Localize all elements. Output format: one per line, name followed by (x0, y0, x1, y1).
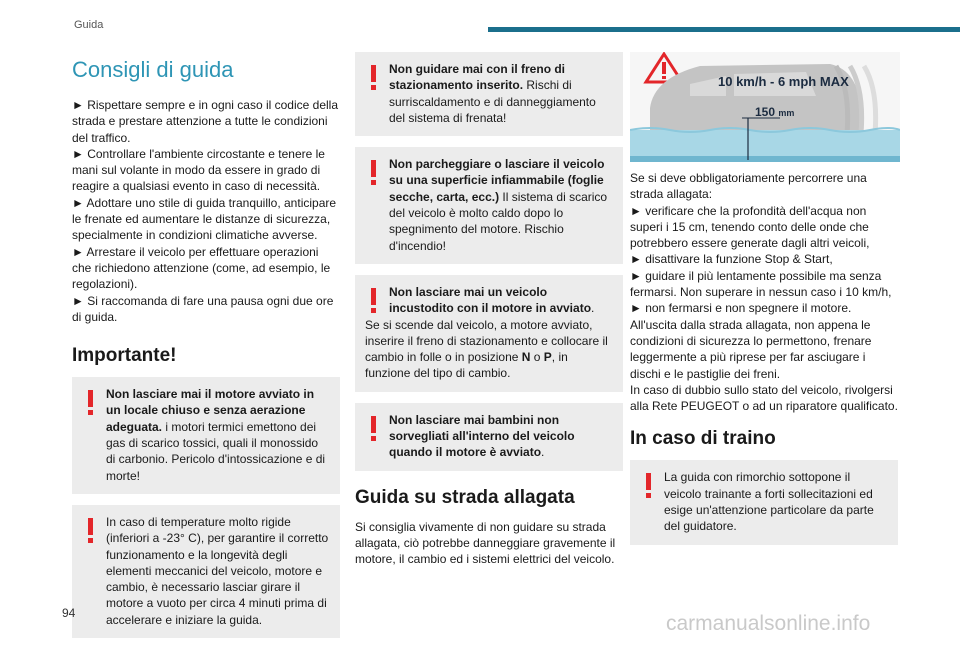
warning-bold-text: Non lasciare mai il motore avviato in un locale chiuso e senza aerazione adeguata. (106, 387, 315, 434)
warning-exclamation-icon (84, 390, 98, 416)
advice-paragraph: ► Controllare l'ambiente circostante e tenere le mani sul volante in modo da essere in grado di reagire a qualsiasi evento in caso di necessità. (72, 146, 325, 194)
important-heading: Importante! (72, 345, 177, 367)
warning-text: i motori termici emettono dei gas di scarico tossici, quali il monossido di carbonio. Pericolo d'intossicazione e di morte! (106, 419, 326, 483)
warning-text: o (530, 350, 544, 365)
advice-paragraph: ► Arrestare il veicolo per effettuare operazioni che richiedono attenzione (come, ad esempio, le regolazioni). (72, 244, 331, 292)
advice-paragraph: ► Adottare uno stile di guida tranquillo, anticipare le frenate ed aumentare le distanze di sicurezza, specialmente in condizioni climatiche avverse. (72, 195, 337, 243)
warning-text: Se si scende dal veicolo, a motore avviato, inserire il freno di stazionamento e collocare il cambio in folle o in posizione (365, 317, 608, 365)
gear-p-label: P (543, 350, 552, 365)
watermark: carmanualsonline.info (666, 612, 871, 635)
warning-exclamation-icon (367, 288, 381, 314)
warning-box (355, 403, 623, 471)
warning-bold-text: Non lasciare mai bambini non sorvegliati all'interno del veicolo quando il motore è avviato (389, 412, 575, 460)
warning-box (72, 377, 340, 494)
warning-text: Il sistema di scarico del veicolo è molto caldo dopo lo spegnimento del motore. Rischio d'incendio! (389, 189, 608, 253)
warning-exclamation-icon (367, 416, 381, 442)
flood-paragraph: ► disattivare la funzione Stop & Start, (630, 252, 833, 267)
warning-box (355, 52, 623, 136)
column-3 (630, 52, 898, 556)
depth-unit: mm (778, 108, 795, 118)
flood-paragraph: Se si deve obbligatoriamente percorrere una strada allagata: (630, 171, 867, 202)
flood-paragraph: ► guidare il più lentamente possibile ma senza fermarsi. Non superare in nessun caso i 10 km/h, (630, 268, 892, 300)
header-accent-bar (488, 27, 960, 32)
depth-label (755, 105, 794, 119)
column-1 (72, 52, 340, 649)
warning-exclamation-icon (367, 65, 381, 91)
warning-box (355, 147, 623, 264)
warning-bold-text: Non parcheggiare o lasciare il veicolo su una superficie infiammabile (foglie secche, carta, ecc.) (389, 157, 605, 204)
warning-box (72, 505, 340, 638)
depth-value: 150 (755, 105, 776, 119)
advice-paragraph: ► Rispettare sempre e in ogni caso il codice della strada e prestare attenzione a tutte le condizioni del traffico. (72, 98, 339, 145)
warning-text: Rischi di surriscaldamento e di danneggiamento del sistema di frenata! (389, 78, 596, 125)
warning-box (355, 275, 623, 392)
warning-exclamation-icon (84, 518, 98, 544)
advice-paragraph: ► Si raccomanda di fare una pausa ogni due ore di guida. (72, 293, 334, 324)
column-2 (355, 52, 623, 568)
speed-limit-label: 10 km/h - 6 mph MAX (718, 74, 849, 89)
warning-punct: . (541, 445, 545, 460)
warning-text: La guida con rimorchio sottopone il veicolo trainante a forti sollecitazioni ed esige un'attenzione particolare da parte del guidatore. (664, 470, 874, 534)
page-title: Consigli di guida (72, 57, 234, 82)
flood-paragraph: In caso di dubbio sullo stato del veicolo, rivolgersi alla Rete PEUGEOT o ad un riparatore qualificato. (630, 382, 898, 414)
page-number: 94 (62, 606, 76, 620)
warning-text: In caso di temperature molto rigide (inferiori a -23° C), per garantire il corretto funzionamento e la longevità degli elementi meccanici del veicolo, motore e cambio, è necessario lasciar girare il motore a vuoto per circa 4 minuti prima di accelerare e iniziare la guida. (106, 514, 329, 627)
towing-heading: In caso di traino (630, 428, 776, 450)
header-section-title: Guida (74, 19, 104, 31)
warning-bold-text: Non guidare mai con il freno di stazionamento inserito. (389, 62, 566, 93)
section-heading: Guida su strada allagata (355, 486, 575, 508)
flood-paragraph: All'uscita dalla strada allagata, non appena le condizioni di sicurezza lo permettono, frenare leggermente a più riprese per far asciugare i dischi e le pastiglie dei freni. (630, 317, 872, 381)
flood-paragraph: ► verificare che la profondità dell'acqua non superi i 15 cm, tenendo conto delle onde che potrebbero essere generate dagli altri veicoli, (630, 203, 870, 251)
section-paragraph: Si consiglia vivamente di non guidare su strada allagata, ciò potrebbe danneggiare gravemente il motore, il cambio ed i sistemi elettrici del veicolo. (355, 519, 616, 567)
flooded-road-illustration (630, 52, 900, 162)
gear-n-label: N (521, 350, 531, 365)
warning-exclamation-icon (367, 160, 381, 186)
warning-box (630, 460, 898, 544)
warning-bold-text: Non lasciare mai un veicolo incustodito con il motore in avviato (389, 284, 592, 316)
flood-paragraph: ► non fermarsi e non spegnere il motore. (630, 301, 852, 316)
warning-punct: . (591, 301, 595, 316)
warning-text: , in funzione del tipo di cambio. (365, 350, 568, 381)
warning-exclamation-icon (642, 473, 656, 499)
